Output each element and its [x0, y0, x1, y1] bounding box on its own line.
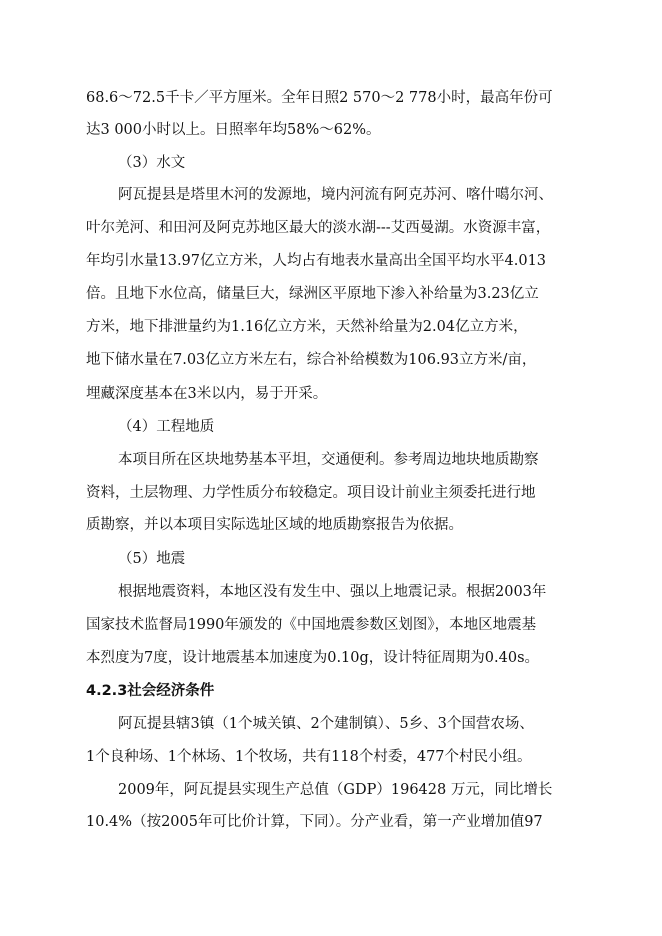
paragraph-line: 1个良种场、1个林场、1个牧场，共有118个村委，477个村民小组。 — [86, 749, 532, 765]
paragraph-line: 叶尔羌河、和田河及阿克苏地区最大的淡水湖---艾西曼湖。水资源丰富， — [86, 220, 551, 236]
subsection-heading-earthquake: （5）地震 — [118, 551, 186, 567]
paragraph-line: 资料，土层物理、力学性质分布较稳定。项目设计前业主须委托进行地 — [86, 485, 536, 501]
paragraph-line: 地下储水量在7.03亿立方米左右，综合补给模数为106.93立方米/亩， — [86, 352, 537, 368]
paragraph-line: 阿瓦提县辖3镇（1个城关镇、2个建制镇）、5乡、3个国营农场、 — [118, 716, 534, 732]
paragraph-line: 国家技术监督局1990年颁发的《中国地震参数区划图》，本地区地震基 — [86, 617, 537, 633]
subsection-heading-geology: （4）工程地质 — [118, 419, 215, 435]
paragraph-line: 68.6～72.5千卡／平方厘米。全年日照2 570～2 778小时，最高年份可 — [86, 90, 553, 106]
paragraph-line: 阿瓦提县是塔里木河的发源地，境内河流有阿克苏河、喀什噶尔河、 — [118, 187, 553, 203]
paragraph-line: 倍。且地下水位高，储量巨大，绿洲区平原地下渗入补给量为3.23亿立 — [86, 286, 539, 302]
paragraph-line: 达3 000小时以上。日照率年均58%～62%。 — [86, 122, 381, 138]
paragraph-line: 2009年，阿瓦提县实现生产总值（GDP）196428 万元，同比增长 — [118, 782, 553, 798]
paragraph-line: 方米，地下排泄量约为1.16亿立方米，天然补给量为2.04亿立方米， — [86, 319, 528, 335]
paragraph-line: 根据地震资料，本地区没有发生中、强以上地震记录。根据2003年 — [118, 584, 547, 600]
paragraph-line: 质勘察，并以本项目实际选址区域的地质勘察报告为依据。 — [86, 517, 463, 533]
paragraph-line: 埋藏深度基本在3米以内，易于开采。 — [86, 386, 328, 402]
paragraph-line: 年均引水量13.97亿立方米，人均占有地表水量高出全国平均水平4.013 — [86, 253, 547, 269]
section-heading-socioeconomic: 4.2.3社会经济条件 — [86, 683, 215, 699]
paragraph-line: 本烈度为7度，设计地震基本加速度为0.10g，设计特征周期为0.40s。 — [86, 650, 540, 666]
paragraph-line: 10.4%（按2005年可比价计算，下同）。分产业看，第一产业增加值97 — [86, 814, 543, 830]
paragraph-line: 本项目所在区块地势基本平坦，交通便利。参考周边地块地质勘察 — [118, 452, 539, 468]
subsection-heading-hydrology: （3）水文 — [118, 155, 186, 171]
